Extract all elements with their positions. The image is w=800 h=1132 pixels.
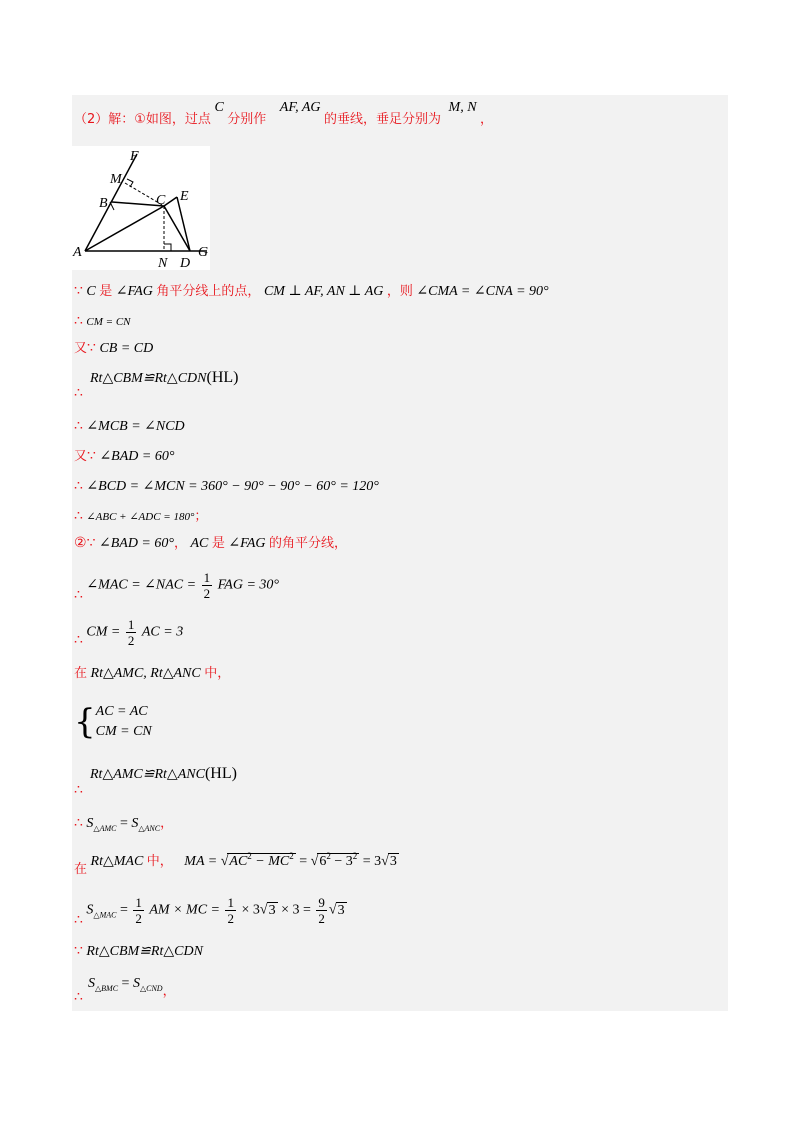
header-end: ， xyxy=(480,112,494,127)
numerator: 1 xyxy=(127,617,135,632)
numerator: 1 xyxy=(203,570,211,585)
step-14-hl: (HL) xyxy=(204,765,237,782)
step-19 xyxy=(74,975,176,999)
area-subscript: △MAC xyxy=(93,910,117,920)
area-s: S xyxy=(131,816,139,831)
area-s: S xyxy=(88,976,95,991)
label-d: D xyxy=(180,256,191,270)
header-mid2: 的垂线，垂足分别为 xyxy=(324,112,442,127)
radicand-2 xyxy=(317,853,359,869)
denominator: 2 xyxy=(203,586,211,601)
area-subscript: △BMC xyxy=(95,984,119,993)
step-1-text-2: 角平分线上的点， xyxy=(156,284,261,299)
denominator: 2 xyxy=(227,911,234,926)
numerator: 1 xyxy=(135,895,142,910)
equation-system xyxy=(96,702,152,742)
step-14-therefore: ∴ xyxy=(74,783,83,798)
step-17-mid3: × 3 = xyxy=(281,902,311,918)
header-line xyxy=(74,100,494,127)
step-4 xyxy=(74,369,239,388)
step-3-you: 又 xyxy=(74,341,88,356)
area-subscript: △AMC xyxy=(93,824,117,833)
step-5-equation: ∠MCB = ∠NCD xyxy=(86,419,185,434)
area-s: S xyxy=(86,902,94,918)
sqrt-sign: √ xyxy=(381,854,389,869)
step-14 xyxy=(74,765,237,784)
label-m: M xyxy=(110,172,122,187)
because-symbol: ∵ xyxy=(87,449,96,464)
fraction-nine-halves xyxy=(316,895,327,926)
step-16 xyxy=(74,847,399,877)
step-1 xyxy=(74,283,549,301)
step-8 xyxy=(74,508,207,526)
step-17-mid2: × 3 xyxy=(241,902,260,918)
step-16-rhs: = 3 xyxy=(362,854,382,869)
step-9-angle: ∠FAG xyxy=(228,536,266,551)
exponent: 2 xyxy=(352,851,358,861)
header-feet: M, N xyxy=(448,100,477,115)
because-symbol: ∵ xyxy=(74,284,83,299)
label-n: N xyxy=(158,256,168,270)
step-7-equation: ∠BCD = ∠MCN = 360° − 90° − 90° − 60° = 120° xyxy=(86,479,379,494)
label-c: C xyxy=(156,193,166,208)
step-17 xyxy=(74,895,347,926)
fraction-half xyxy=(133,895,144,926)
step-11-lhs: CM = xyxy=(86,624,121,640)
step-9-sep: ， xyxy=(173,536,187,551)
denominator: 2 xyxy=(135,911,142,926)
step-9-text-1: 是 xyxy=(211,536,225,551)
step-10-lhs: ∠MAC = ∠NAC = xyxy=(86,577,197,593)
area-s: S xyxy=(132,976,140,991)
system-row-1: AC = AC xyxy=(95,704,148,719)
label-b: B xyxy=(99,196,108,211)
step-11-rhs: AC = 3 xyxy=(141,624,184,640)
step-14-equation: Rt△AMC≌Rt△ANC xyxy=(90,767,205,782)
therefore-symbol: ∴ xyxy=(74,419,83,434)
label-e: E xyxy=(180,189,189,204)
radicand-part: − MC xyxy=(251,854,290,869)
label-g: G xyxy=(198,245,209,260)
radicand-part: AC xyxy=(229,854,248,869)
step-10-rhs: FAG = 30° xyxy=(217,577,280,593)
step-3 xyxy=(74,340,153,358)
exponent: 2 xyxy=(326,851,331,861)
system-row-2: CM = CN xyxy=(95,724,152,739)
step-10 xyxy=(74,570,279,601)
header-mid: 分别作 xyxy=(227,112,267,127)
left-brace: { xyxy=(74,702,96,742)
step-13-system xyxy=(74,702,152,742)
therefore-symbol: ∴ xyxy=(74,632,83,648)
step-9 xyxy=(74,535,347,553)
therefore-symbol: ∴ xyxy=(74,314,83,329)
step-16-zhong: 中， xyxy=(146,854,173,869)
radicand-part: − 3 xyxy=(330,854,353,869)
radicand: 3 xyxy=(268,902,276,918)
fraction-half xyxy=(225,895,236,926)
step-1-equation: ∠CMA = ∠CNA = 90° xyxy=(416,284,549,299)
step-19-end: ， xyxy=(162,984,176,999)
segment-ce xyxy=(164,197,177,206)
sqrt-sign: √ xyxy=(328,902,337,918)
step-15-end: ， xyxy=(160,816,174,831)
step-2 xyxy=(74,313,131,331)
numerator: 9 xyxy=(318,895,325,910)
step-18-equation: Rt△CBM≌Rt△CDN xyxy=(86,944,203,959)
step-1-perp: CM ⊥ AF, AN ⊥ AG xyxy=(263,284,384,299)
step-1-point: C xyxy=(86,284,96,299)
area-subscript: △CND xyxy=(139,984,163,993)
denominator: 2 xyxy=(127,633,135,648)
step-2-equation: CM = CN xyxy=(86,316,131,328)
radicand-3: 3 xyxy=(389,854,397,869)
equals: = xyxy=(119,902,128,918)
step-1-text-1: 是 xyxy=(99,284,113,299)
exponent: 2 xyxy=(289,851,294,861)
step-6 xyxy=(74,448,174,466)
step-1-text-3: ，则 xyxy=(386,284,413,299)
step-16-lhs: MA = xyxy=(184,854,218,869)
because-symbol: ∵ xyxy=(74,944,83,959)
area-s: S xyxy=(86,816,94,831)
fraction-half xyxy=(202,570,213,601)
equals: = xyxy=(121,976,130,991)
equals: = xyxy=(119,816,128,831)
step-6-you: 又 xyxy=(74,449,88,464)
step-17-mid: AM × MC = xyxy=(149,902,220,918)
step-5 xyxy=(74,418,185,436)
right-angle-n xyxy=(164,244,171,251)
step-15 xyxy=(74,815,173,838)
step-7 xyxy=(74,478,379,496)
step-9-equation: ∠BAD = 60° xyxy=(98,536,174,551)
step-12 xyxy=(74,665,230,683)
label-f: F xyxy=(130,149,139,164)
equals: = xyxy=(299,854,308,869)
therefore-symbol: ∴ xyxy=(74,816,83,831)
therefore-symbol: ∴ xyxy=(74,587,83,603)
step-18 xyxy=(74,943,203,961)
radicand-1 xyxy=(227,853,295,869)
step-3-equation: CB = CD xyxy=(99,341,154,356)
step-6-equation: ∠BAD = 60° xyxy=(99,449,175,464)
header-lines: AF, AG xyxy=(279,100,321,115)
geometry-figure xyxy=(72,146,210,270)
header-point: C xyxy=(214,100,224,115)
header-prefix: （2）解：①如图，过点 xyxy=(74,112,211,127)
area-subscript: △ANC xyxy=(138,824,161,833)
therefore-symbol: ∴ xyxy=(74,509,83,524)
therefore-symbol: ∴ xyxy=(74,912,83,928)
label-a: A xyxy=(73,245,82,260)
step-16-zai: 在 xyxy=(74,862,88,877)
step-12-zai: 在 xyxy=(74,666,88,681)
sqrt-sign: √ xyxy=(310,854,319,869)
radicand: 3 xyxy=(337,902,345,918)
step-4-hl: (HL) xyxy=(206,369,239,386)
radicand-part: 6 xyxy=(319,854,327,869)
sqrt-sign: √ xyxy=(220,854,229,869)
step-16-triangle: Rt△MAC xyxy=(90,854,144,869)
step-4-therefore: ∴ xyxy=(74,386,83,401)
exponent: 2 xyxy=(247,851,252,861)
numerator: 1 xyxy=(227,895,234,910)
denominator: 2 xyxy=(318,911,325,926)
step-8-end: ； xyxy=(194,509,208,524)
sqrt-sign: √ xyxy=(259,902,268,918)
step-12-zhong: 中， xyxy=(204,666,231,681)
step-11 xyxy=(74,617,183,648)
step-1-angle: ∠FAG xyxy=(115,284,153,299)
step-19-therefore: ∴ xyxy=(74,990,83,1005)
circled-two: ② xyxy=(74,536,87,551)
step-12-triangles: Rt△AMC, Rt△ANC xyxy=(90,666,201,681)
because-symbol: ∵ xyxy=(87,341,96,356)
step-8-equation: ∠ABC + ∠ADC = 180° xyxy=(86,511,195,523)
because-symbol: ∵ xyxy=(86,536,96,551)
step-4-equation: Rt△CBM≌Rt△CDN xyxy=(90,371,207,386)
therefore-symbol: ∴ xyxy=(74,479,83,494)
segment-ed xyxy=(177,197,190,251)
step-9-text-2: 的角平分线， xyxy=(269,536,348,551)
tick-b xyxy=(110,202,114,210)
fraction-half xyxy=(126,617,137,648)
step-9-ac: AC xyxy=(190,536,209,551)
